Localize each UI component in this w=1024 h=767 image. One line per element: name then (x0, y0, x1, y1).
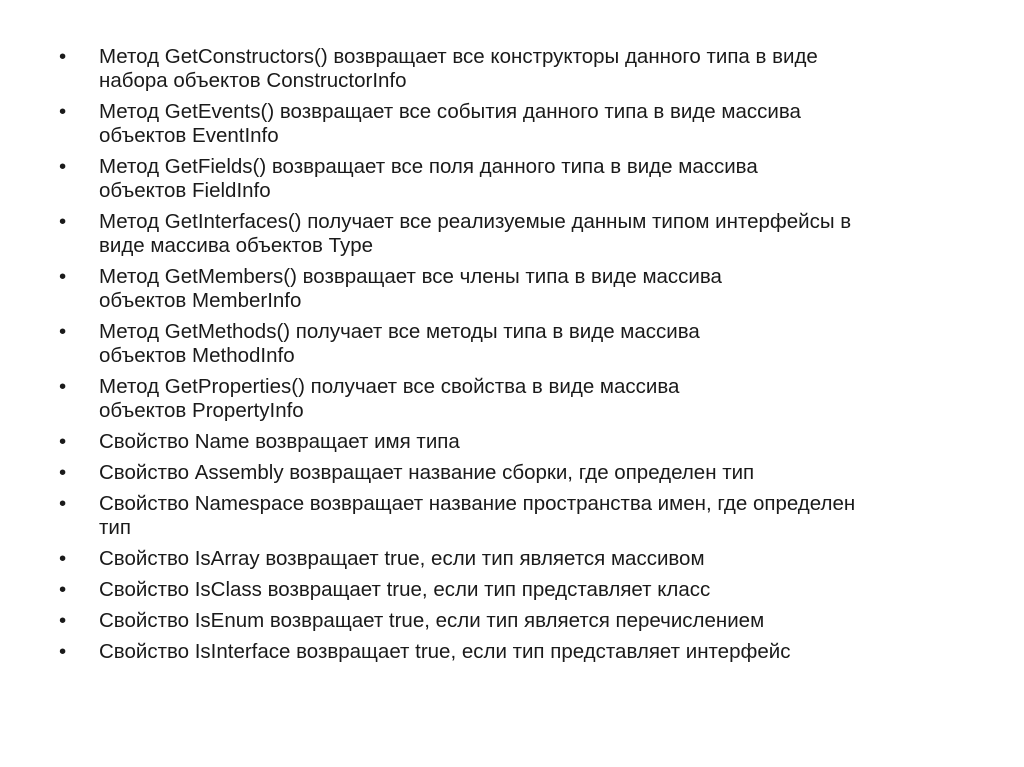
list-item-text-line: Метод GetProperties() получает все свойства в виде массива (99, 375, 680, 398)
list-item (58, 430, 978, 454)
bullet-icon: • (59, 320, 67, 343)
list-item (58, 100, 978, 148)
list-item (58, 210, 978, 258)
list-item (58, 547, 978, 571)
list-item-text-line: Свойство IsClass возвращает true, если тип представляет класс (99, 578, 711, 601)
list-item-text-line: объектов EventInfo (99, 124, 279, 147)
list-item-text-line: объектов PropertyInfo (99, 399, 304, 422)
list-item-text-line: Метод GetInterfaces() получает все реализуемые данным типом интерфейсы в (99, 210, 852, 233)
list-item (58, 492, 978, 540)
bullet-list (58, 45, 978, 671)
list-item-text-line: Свойство IsEnum возвращает true, если тип является перечислением (99, 609, 765, 632)
list-item-text-line: Метод GetMembers() возвращает все члены типа в виде массива (99, 265, 722, 288)
list-item (58, 640, 978, 664)
list-item-text-line: Метод GetConstructors() возвращает все конструкторы данного типа в виде (99, 45, 818, 68)
list-item-text-line: объектов FieldInfo (99, 179, 271, 202)
list-item-text-line: виде массива объектов Type (99, 234, 374, 257)
list-item (58, 45, 978, 93)
list-item (58, 461, 978, 485)
bullet-icon: • (59, 492, 67, 515)
list-item-text-line: набора объектов ConstructorInfo (99, 69, 407, 92)
bullet-icon: • (59, 609, 67, 632)
list-item-text-line: Метод GetEvents() возвращает все события данного типа в виде массива (99, 100, 801, 123)
bullet-icon: • (59, 375, 67, 398)
bullet-icon: • (59, 100, 67, 123)
bullet-icon: • (59, 547, 67, 570)
bullet-icon: • (59, 265, 67, 288)
list-item-text-line: Метод GetMethods() получает все методы типа в виде массива (99, 320, 700, 343)
list-item (58, 155, 978, 203)
list-item-text-line: Свойство Name возвращает имя типа (99, 430, 460, 453)
bullet-icon: • (59, 210, 67, 233)
bullet-icon: • (59, 155, 67, 178)
list-item-text-line: объектов MethodInfo (99, 344, 295, 367)
list-item-text-line: Свойство Namespace возвращает название пространства имен, где определен (99, 492, 856, 515)
bullet-icon: • (59, 430, 67, 453)
list-item (58, 265, 978, 313)
bullet-icon: • (59, 640, 67, 663)
list-item-text-line: объектов MemberInfo (99, 289, 302, 312)
list-item-text-line: Свойство Assembly возвращает название сборки, где определен тип (99, 461, 755, 484)
list-item-text-line: тип (99, 516, 131, 539)
list-item (58, 320, 978, 368)
list-item (58, 375, 978, 423)
list-item-text-line: Свойство IsArray возвращает true, если тип является массивом (99, 547, 705, 570)
bullet-icon: • (59, 578, 67, 601)
bullet-icon: • (59, 45, 67, 68)
list-item-text-line: Метод GetFields() возвращает все поля данного типа в виде массива (99, 155, 758, 178)
list-item (58, 578, 978, 602)
bullet-icon: • (59, 461, 67, 484)
list-item (58, 609, 978, 633)
list-item-text-line: Свойство IsInterface возвращает true, если тип представляет интерфейс (99, 640, 791, 663)
